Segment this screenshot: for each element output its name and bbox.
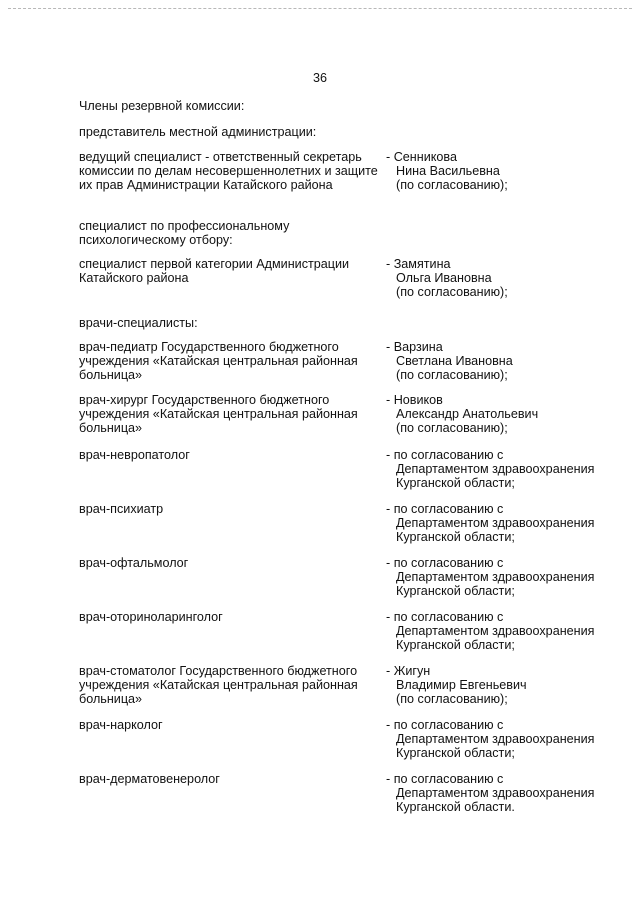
member-name — [386, 556, 636, 599]
member-name-first: - по согласованию с — [386, 610, 504, 624]
member-name — [386, 150, 636, 193]
member-name-rest: Департаментом здравоохранения Курганской области; — [396, 462, 595, 491]
member-position: врач-стоматолог Государственного бюджетного учреждения «Катайская центральная районная больница» — [79, 664, 358, 707]
member-position: специалист по профессиональному психологическому отбору: — [79, 219, 290, 248]
member-position: врач-оториноларинголог — [79, 610, 223, 624]
member-position: врач-офтальмолог — [79, 556, 189, 570]
scan-top-rule — [8, 8, 632, 9]
member-name — [386, 502, 636, 545]
member-name-rest: Владимир Евгеньевич (по согласованию); — [396, 678, 527, 707]
member-name-first: - Сенникова — [386, 150, 457, 164]
member-position: врач-педиатр Государственного бюджетного учреждения «Катайская центральная районная больница» — [79, 340, 358, 383]
member-name — [386, 664, 636, 707]
page-number: 36 — [312, 71, 327, 85]
member-name — [386, 772, 636, 815]
member-position: врач-дерматовенеролог — [79, 772, 220, 786]
member-position: ведущий специалист - ответственный секретарь комиссии по делам несовершеннолетних и защите их прав Администрации Катайского района — [79, 150, 378, 193]
member-name — [386, 448, 636, 491]
member-name — [386, 718, 636, 761]
member-name — [386, 393, 636, 436]
member-name-first: - по согласованию с — [386, 448, 504, 462]
member-position: врач-психиатр — [79, 502, 164, 516]
member-name-rest: Департаментом здравоохранения Курганской области. — [396, 786, 595, 815]
member-name — [386, 610, 636, 653]
section-subheading: представитель местной администрации: — [79, 125, 317, 139]
member-name-rest: Нина Васильевна (по согласованию); — [396, 164, 508, 193]
member-name-first: - Замятина — [386, 257, 451, 271]
member-position: врач-нарколог — [79, 718, 163, 732]
member-name-rest: Ольга Ивановна (по согласованию); — [396, 271, 508, 300]
member-name — [386, 257, 636, 300]
section-heading: Члены резервной комиссии: — [79, 99, 245, 113]
member-name-rest: Департаментом здравоохранения Курганской области; — [396, 732, 595, 761]
member-name-first: - Новиков — [386, 393, 443, 407]
member-name-rest: Светлана Ивановна (по согласованию); — [396, 354, 513, 383]
member-name-first: - Жигун — [386, 664, 431, 678]
member-name-first: - по согласованию с — [386, 556, 504, 570]
member-name — [386, 340, 636, 383]
member-position: врач-хирург Государственного бюджетного учреждения «Катайская центральная районная больница» — [79, 393, 358, 436]
member-name-rest: Департаментом здравоохранения Курганской области; — [396, 570, 595, 599]
member-name-first: - Варзина — [386, 340, 443, 354]
member-name-rest: Александр Анатольевич (по согласованию); — [396, 407, 539, 436]
member-name-rest: Департаментом здравоохранения Курганской области; — [396, 516, 595, 545]
member-name-first: - по согласованию с — [386, 718, 504, 732]
member-position: специалист первой категории Администрации Катайского района — [79, 257, 350, 286]
member-position: врач-невропатолог — [79, 448, 190, 462]
member-name-first: - по согласованию с — [386, 502, 504, 516]
member-position: врачи-специалисты: — [79, 316, 198, 330]
member-name-rest: Департаментом здравоохранения Курганской области; — [396, 624, 595, 653]
member-name-first: - по согласованию с — [386, 772, 504, 786]
